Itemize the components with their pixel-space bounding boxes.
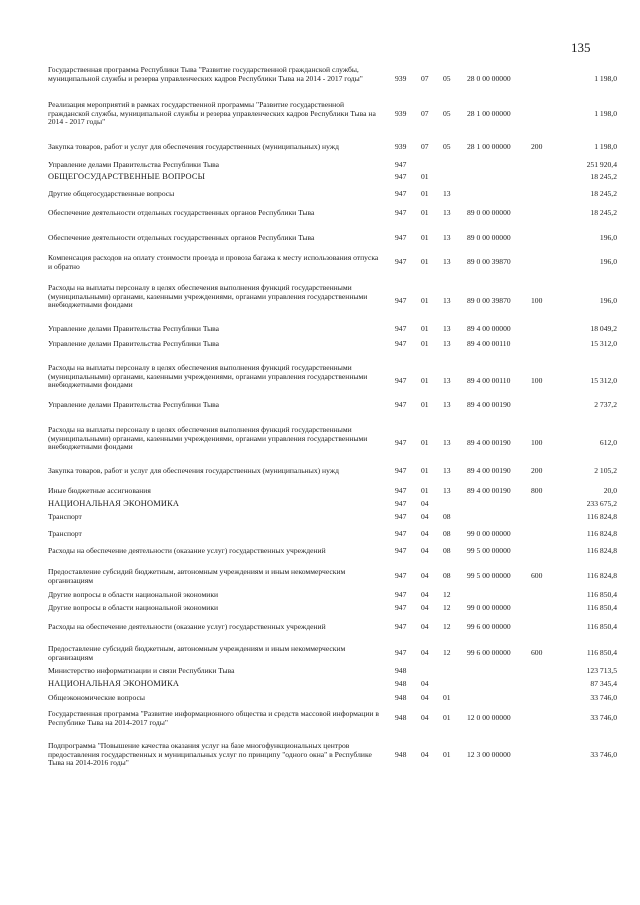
cell-ved: 947	[395, 571, 407, 580]
cell-sum: 20,0	[603, 486, 617, 495]
cell-pr: 01	[443, 750, 451, 759]
cell-pr: 13	[443, 189, 451, 198]
row-description: Расходы на выплаты персоналу в целях обеспечения выполнения функций государственными (муниципальными) органами, казенными учреждениями, органами управления государственными внебюджетными фондами	[48, 425, 368, 452]
cell-ved: 947	[395, 233, 407, 242]
cell-sum: 2 737,2	[594, 400, 617, 409]
cell-sum: 196,0	[599, 233, 617, 242]
cell-csr: 89 4 00 00110	[467, 339, 511, 348]
cell-ved: 948	[395, 713, 407, 722]
cell-ved: 947	[395, 172, 407, 181]
cell-rz: 04	[421, 750, 429, 759]
cell-sum: 116 824,8	[586, 512, 617, 521]
cell-pr: 08	[443, 529, 451, 538]
cell-sum: 116 850,4	[586, 622, 617, 631]
cell-rz: 01	[421, 296, 429, 305]
cell-pr: 13	[443, 486, 451, 495]
row-description: Управление делами Правительства Республики Тыва	[48, 339, 220, 348]
cell-pr: 13	[443, 376, 451, 385]
row-description: ОБЩЕГОСУДАРСТВЕННЫЕ ВОПРОСЫ	[48, 172, 206, 181]
cell-ved: 947	[395, 603, 407, 612]
cell-rz: 01	[421, 208, 429, 217]
cell-sum: 116 850,4	[586, 648, 617, 657]
row-description: Расходы на обеспечение деятельности (оказание услуг) государственных учреждений	[48, 622, 326, 631]
cell-sum: 33 746,0	[590, 693, 617, 702]
row-description: Компенсация расходов на оплату стоимости проезда и провоза багажа к месту использования отпуска и обратно	[48, 253, 379, 271]
row-description: Государственная программа "Развитие информационного общества и средств массовой информации в Республике Тыва на 2014-2017 годы"	[48, 709, 379, 727]
cell-pr: 05	[443, 142, 451, 151]
cell-pr: 13	[443, 208, 451, 217]
cell-rz: 04	[421, 603, 429, 612]
cell-pr: 13	[443, 233, 451, 242]
cell-rz: 01	[421, 324, 429, 333]
cell-pr: 08	[443, 546, 451, 555]
cell-csr: 99 5 00 00000	[467, 571, 511, 580]
cell-rz: 04	[421, 679, 429, 688]
cell-vr: 100	[531, 296, 543, 305]
cell-pr: 05	[443, 109, 451, 118]
row-description: Иные бюджетные ассигнования	[48, 486, 151, 495]
cell-csr: 99 6 00 00000	[467, 622, 511, 631]
cell-ved: 947	[395, 160, 407, 169]
cell-csr: 28 0 00 00000	[467, 74, 511, 83]
cell-ved: 947	[395, 376, 407, 385]
cell-ved: 947	[395, 648, 407, 657]
cell-sum: 116 824,8	[586, 546, 617, 555]
row-description: Обеспечение деятельности отдельных государственных органов Республики Тыва	[48, 208, 315, 217]
row-description: Государственная программа Республики Тыва "Развитие государственной гражданской службы, муниципальной службы и резерва управленческих кадров Республики Тыва на 2014 - 2017 годы"	[48, 65, 363, 83]
cell-pr: 12	[443, 590, 451, 599]
cell-rz: 01	[421, 172, 429, 181]
cell-csr: 28 1 00 00000	[467, 142, 511, 151]
cell-pr: 12	[443, 603, 451, 612]
cell-rz: 01	[421, 466, 429, 475]
cell-csr: 89 4 00 00190	[467, 466, 511, 475]
cell-ved: 948	[395, 750, 407, 759]
cell-sum: 116 824,8	[586, 529, 617, 538]
page-number: 135	[571, 40, 591, 55]
row-description: Предоставление субсидий бюджетным, автономным учреждениям и иным некоммерческим организациям	[48, 567, 346, 585]
cell-ved: 947	[395, 486, 407, 495]
cell-ved: 947	[395, 324, 407, 333]
cell-csr: 99 5 00 00000	[467, 546, 511, 555]
cell-ved: 947	[395, 438, 407, 447]
cell-ved: 947	[395, 339, 407, 348]
cell-sum: 1 198,0	[594, 109, 617, 118]
cell-ved: 947	[395, 208, 407, 217]
cell-vr: 100	[531, 438, 543, 447]
cell-csr: 89 4 00 00190	[467, 400, 511, 409]
cell-csr: 99 0 00 00000	[467, 529, 511, 538]
cell-ved: 947	[395, 529, 407, 538]
row-description: НАЦИОНАЛЬНАЯ ЭКОНОМИКА	[48, 499, 180, 508]
cell-pr: 13	[443, 339, 451, 348]
cell-rz: 01	[421, 486, 429, 495]
row-description: Расходы на выплаты персоналу в целях обеспечения выполнения функций государственными (муниципальными) органами, казенными учреждениями, органами управления государственными внебюджетными фондами	[48, 283, 368, 310]
cell-sum: 116 824,8	[586, 571, 617, 580]
row-description: Министерство информатизации и связи Республики Тыва	[48, 666, 235, 675]
cell-csr: 89 0 00 00000	[467, 208, 511, 217]
cell-csr: 89 4 00 00110	[467, 376, 511, 385]
cell-sum: 15 312,0	[590, 376, 617, 385]
cell-sum: 18 049,2	[590, 324, 617, 333]
cell-csr: 89 0 00 39870	[467, 296, 511, 305]
cell-pr: 01	[443, 713, 451, 722]
cell-sum: 18 245,2	[590, 172, 617, 181]
cell-csr: 28 1 00 00000	[467, 109, 511, 118]
cell-sum: 15 312,0	[590, 339, 617, 348]
cell-rz: 04	[421, 546, 429, 555]
cell-rz: 07	[421, 142, 429, 151]
cell-rz: 01	[421, 438, 429, 447]
cell-rz: 01	[421, 339, 429, 348]
cell-sum: 196,0	[599, 296, 617, 305]
cell-ved: 948	[395, 679, 407, 688]
cell-pr: 01	[443, 693, 451, 702]
cell-pr: 13	[443, 296, 451, 305]
row-description: Другие общегосударственные вопросы	[48, 189, 175, 198]
row-description: Предоставление субсидий бюджетным, автономным учреждениям и иным некоммерческим организациям	[48, 644, 346, 662]
row-description: Закупка товаров, работ и услуг для обеспечения государственных (муниципальных) нужд	[48, 142, 339, 151]
cell-ved: 948	[395, 666, 407, 675]
row-description: Реализация мероприятий в рамках государственной программы "Развитие государственной гражданской службы, муниципальной службы и резерва управленческих кадров Республики Тыва на 2014 - 2017 годы"	[48, 100, 376, 127]
cell-rz: 04	[421, 512, 429, 521]
cell-ved: 947	[395, 189, 407, 198]
cell-csr: 89 4 00 00000	[467, 324, 511, 333]
cell-sum: 1 198,0	[594, 74, 617, 83]
row-description: Закупка товаров, работ и услуг для обеспечения государственных (муниципальных) нужд	[48, 466, 339, 475]
cell-vr: 100	[531, 376, 543, 385]
row-description: Транспорт	[48, 529, 82, 538]
row-description: Транспорт	[48, 512, 82, 521]
cell-pr: 08	[443, 512, 451, 521]
cell-rz: 01	[421, 189, 429, 198]
cell-ved: 947	[395, 590, 407, 599]
row-description: Управление делами Правительства Республики Тыва	[48, 160, 220, 169]
cell-csr: 89 4 00 00190	[467, 486, 511, 495]
cell-csr: 89 0 00 39870	[467, 257, 511, 266]
cell-ved: 939	[395, 142, 407, 151]
cell-pr: 13	[443, 438, 451, 447]
cell-pr: 08	[443, 571, 451, 580]
cell-sum: 123 713,5	[586, 666, 617, 675]
cell-ved: 947	[395, 296, 407, 305]
cell-csr: 99 0 00 00000	[467, 603, 511, 612]
cell-sum: 251 920,4	[586, 160, 617, 169]
cell-sum: 33 746,0	[590, 713, 617, 722]
cell-sum: 18 245,2	[590, 189, 617, 198]
cell-ved: 947	[395, 400, 407, 409]
cell-sum: 33 746,0	[590, 750, 617, 759]
row-description: Обеспечение деятельности отдельных государственных органов Республики Тыва	[48, 233, 315, 242]
cell-rz: 01	[421, 400, 429, 409]
row-description: Управление делами Правительства Республики Тыва	[48, 400, 220, 409]
row-description: Другие вопросы в области национальной экономики	[48, 603, 219, 612]
cell-rz: 04	[421, 693, 429, 702]
row-description: Подпрограмма "Повышение качества оказания услуг на базе многофункциональных центров предоставления государственных и муниципальных услуг по принципу "одного окна" в Республике Тыва на 2014-2016 годы"	[48, 741, 372, 768]
cell-ved: 948	[395, 693, 407, 702]
cell-rz: 04	[421, 590, 429, 599]
row-description: Расходы на обеспечение деятельности (оказание услуг) государственных учреждений	[48, 546, 326, 555]
cell-sum: 116 850,4	[586, 590, 617, 599]
cell-vr: 800	[531, 486, 543, 495]
cell-pr: 05	[443, 74, 451, 83]
cell-pr: 12	[443, 648, 451, 657]
cell-rz: 04	[421, 529, 429, 538]
row-description: Другие вопросы в области национальной экономики	[48, 590, 219, 599]
cell-ved: 947	[395, 466, 407, 475]
cell-pr: 13	[443, 324, 451, 333]
cell-csr: 89 4 00 00190	[467, 438, 511, 447]
cell-sum: 1 198,0	[594, 142, 617, 151]
cell-sum: 116 850,4	[586, 603, 617, 612]
row-description: Управление делами Правительства Республики Тыва	[48, 324, 220, 333]
cell-ved: 947	[395, 512, 407, 521]
row-description: Общеэкономические вопросы	[48, 693, 145, 702]
cell-sum: 18 245,2	[590, 208, 617, 217]
cell-ved: 947	[395, 546, 407, 555]
cell-rz: 04	[421, 713, 429, 722]
cell-vr: 600	[531, 648, 543, 657]
row-description: НАЦИОНАЛЬНАЯ ЭКОНОМИКА	[48, 679, 180, 688]
cell-ved: 939	[395, 74, 407, 83]
cell-vr: 200	[531, 466, 543, 475]
cell-pr: 13	[443, 400, 451, 409]
cell-sum: 2 105,2	[594, 466, 617, 475]
cell-rz: 04	[421, 571, 429, 580]
cell-csr: 89 0 00 00000	[467, 233, 511, 242]
cell-rz: 01	[421, 233, 429, 242]
cell-csr: 12 0 00 00000	[467, 713, 511, 722]
cell-pr: 13	[443, 466, 451, 475]
cell-vr: 600	[531, 571, 543, 580]
cell-pr: 13	[443, 257, 451, 266]
cell-sum: 612,0	[599, 438, 617, 447]
cell-pr: 12	[443, 622, 451, 631]
cell-ved: 947	[395, 499, 407, 508]
cell-ved: 939	[395, 109, 407, 118]
cell-ved: 947	[395, 257, 407, 266]
cell-rz: 04	[421, 499, 429, 508]
cell-csr: 99 6 00 00000	[467, 648, 511, 657]
row-description: Расходы на выплаты персоналу в целях обеспечения выполнения функций государственными (муниципальными) органами, казенными учреждениями, органами управления государственными внебюджетными фондами	[48, 363, 368, 390]
cell-sum: 87 345,4	[590, 679, 617, 688]
cell-rz: 07	[421, 74, 429, 83]
cell-ved: 947	[395, 622, 407, 631]
cell-sum: 233 675,2	[586, 499, 617, 508]
cell-rz: 07	[421, 109, 429, 118]
cell-rz: 01	[421, 257, 429, 266]
cell-rz: 04	[421, 648, 429, 657]
cell-rz: 04	[421, 622, 429, 631]
cell-sum: 196,0	[599, 257, 617, 266]
cell-vr: 200	[531, 142, 543, 151]
cell-csr: 12 3 00 00000	[467, 750, 511, 759]
cell-rz: 01	[421, 376, 429, 385]
